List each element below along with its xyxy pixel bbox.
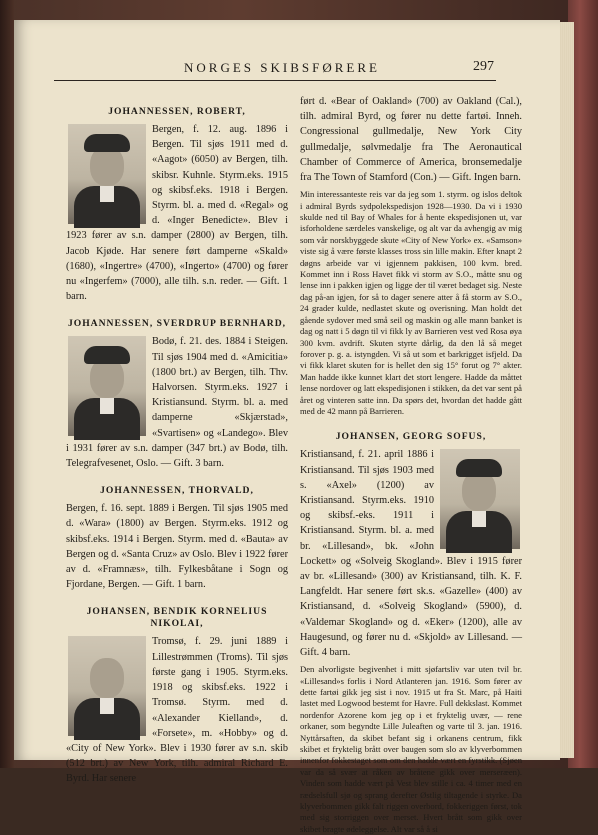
entry-text: Kristiansand, f. 21. april 1886 i Kristiansand. Til sjøs 1903 med s. «Axel» (1200) av Kristiansand. Styrm.eks. 1910 og skibsf.-eks. 1911 i Kristiansand. Styrm. bl. a. med br. «Lillesand», bk. «John Lockett» og «Solveig Skogland». Blev i 1915 fører av br. «Lillesand» (300) av Kristiansand, tilh. K. F. Langfeldt. Har senere ført sk.s. «Gazelle» (400) av Kristiansand, d. «Solveig Skogland» (5900), d. «Valdemar Skogland» og d. «Eker» (1200), alle av Haugesund, og fører nu d. «Skjold» av Lillesand. — Gift. 4 barn.	[300, 449, 522, 658]
entry-name: JOHANNESSEN, THORVALD,	[100, 485, 254, 497]
portrait-photo	[68, 636, 146, 736]
entry-anecdote: Den alvorligste begivenhet i mitt sjøfartsliv var uten tvil br. «Lillesand»s forlis i Nord Atlanteren jan. 1916. Som fører av dette fartøi gikk jeg sist i nov. 1915 ut fra St. Marc, på Haiti lastet med Logwood bestemt for Havre. Full dekkslast. Kommet nordenfor Azorene kom jeg op i et fryktelig uvær, — rene orkaner, som begyndte Lille Juleaften og varte til 3. jan. 1916. Nyttårsaften, da skibet befant sig i orkanens centrum, fikk skibet et fryktelig brått over baugen som slo av klyverbommen innenfor fokkestaget som om den hadde vært en fyrstikk. (Sjøen var da så svær at råken av bråtene gikk over merseræen). Vinden som hadde vært på Vest blev stille i ca. 4 timer med en rædselsfull sjø og sprang derefter Østlig tiltagende i styrke. Da klyverbommen gikk falt riggen overbord, fokkeriggen først, tok med sig storriggen over merset. Hvert brått som gikk over skibet bragte ødeleggelse. Alt var så å si	[300, 664, 522, 834]
entry-name: JOHANSEN, GEORG SOFUS,	[335, 431, 487, 443]
running-title: NORGES SKIBSFØRERE	[184, 60, 380, 75]
left-column	[66, 94, 288, 787]
portrait-photo	[68, 336, 146, 436]
page-edges	[558, 22, 574, 758]
entry-name: JOHANNESSEN, SVERDRUP BERNHARD,	[67, 318, 287, 330]
portrait-photo	[440, 449, 520, 549]
header-rule	[54, 80, 496, 81]
book-page	[14, 20, 560, 834]
page-header	[54, 56, 494, 78]
right-column	[300, 94, 522, 835]
entry-name: JOHANNESSEN, ROBERT,	[108, 106, 246, 117]
entry-anecdote: Min interessanteste reis var da jeg som 1. styrm. og islos deltok i admiral Byrds sydpolekspedisjon 1928—1930. Da vi i 1930 skulde ned til Bay of Whales for å hente ekspedisjonen ut, var isforholdene særdeles vanskelige, og alt var da avhengig av mig som vår norskbyggede skute «City of New York» ex. «Samson» viste sig å være første klasses tross sin lille makin. Efter knapt 2 døgns arbeide var vi igjennem pakkisen, 100 kvm. bred. Kommet inn i Ross Havet fikk vi storm av S.O., måtte snu og lense inn i pakken igjen og ligge der til været bedaget sig. Neste dag på-an igjen, for så to dager senere atter å få storm av S.O., 24 grader kulde, nedlastet skute og overisning. Man holdt det gående sydover med små seil og maskin og alle mann banket is dag og natt i 5 døgn til vi fikk ly av Barrieren vest ved Rosa øya 300 kvm. avdrift. Skuten styrte dårlig, da den lå så meget forover p. g. a. istyngden. Vi så ut som et barkrigget isfjeld. Da vi fikk klaret skuten for is hellet den sig 15° forut og 7° akter. Man hadde ikke kunnet klart det stort lengere. Hadde da måttet lense nordover og latt ekspedisjonen i stikken, da det var sent på året og vinteren satte inn. Da spørs det, hvordan det hadde gått med de 42 mann på Barrieren.	[300, 189, 522, 416]
entry-text-continued: ført d. «Bear of Oakland» (700) av Oakland (Cal.), tilh. admiral Byrd, og fører nu dette fartøi. Inneh. Congressional gullmedalje, New York City gullmedalje, sølvmedalje fra The Aeronautical Chamber of Commerce of America, bronsemedalje fra The Town of Stamford (Con.) — Gift. Ingen barn.	[300, 96, 522, 184]
entry-text: Bergen, f. 12. aug. 1896 i Bergen. Til sjøs 1911 med d. «Aagot» (6050) av Bergen, tilh. skibsr. Kuhnle. Styrm.eks. 1915 og skibsf.eks. 1918 i Bergen. Styrm. bl. a. med d. «Regal» og d. «Inger Benedicte». Blev i 1923 fører av s.n. damper (2800) av Bergen, tilh. Jacob Kjøde. Har senere ført damperne «Skald» (1680), «Ingertre» (4700), «Ingerto» (4700) og fører nu «Ingerfem» (7000), alle tilh. s.n. reder. — Gift. 1 barn.	[66, 124, 288, 303]
book-binding	[0, 0, 14, 768]
entry-text: Bergen, f. 16. sept. 1889 i Bergen. Til sjøs 1905 med d. «Wara» (1800) av Bergen. Styrm.eks. 1912 og skibsf.eks. 1914 i Bergen. Styrm. med d. «Bauta» av Bergen og d. «Santa Cruz» av Oslo. Blev i 1922 fører av d. «Framnæs», tilh. Fylkesbåtane i Sogn og Fjordane, Bergen. — Gift. 1 barn.	[66, 503, 288, 591]
page-number: 297	[473, 59, 494, 74]
entry-name: JOHANSEN, BENDIK KORNELIUS NIKOLAI,	[86, 606, 268, 630]
entry-text: Bodø, f. 21. des. 1884 i Steigen. Til sjøs 1904 med d. «Amicitia» (1800 brt.) av Bergen, tilh. Thv. Halvorsen. Styrm.eks. 1927 i Kristiansund. Styrm. bl. a. med damperne «Skjærstad», «Svartisen» og «Landego». Blev i 1931 fører av s.n. damper (347 brt.) av Bodø, tilh. Telegrafvesenet, Oslo. — Gift. 3 barn.	[66, 336, 288, 470]
entry-text: Tromsø, f. 29. juni 1889 i Lillestrømmen (Troms). Til sjøs første gang i 1905. Styrm.eks. 1918 og skibsf.eks. 1922 i Tromsø. Styrm. med d. «Alexander Kielland», d. «Forsete», m. «Hobby» og d. «City of New York». Blev i 1930 fører av s.n. skib (512 brt.) av New York, tilh. admiral Richard E. Byrd. Har senere	[66, 636, 288, 785]
portrait-photo	[68, 124, 146, 224]
